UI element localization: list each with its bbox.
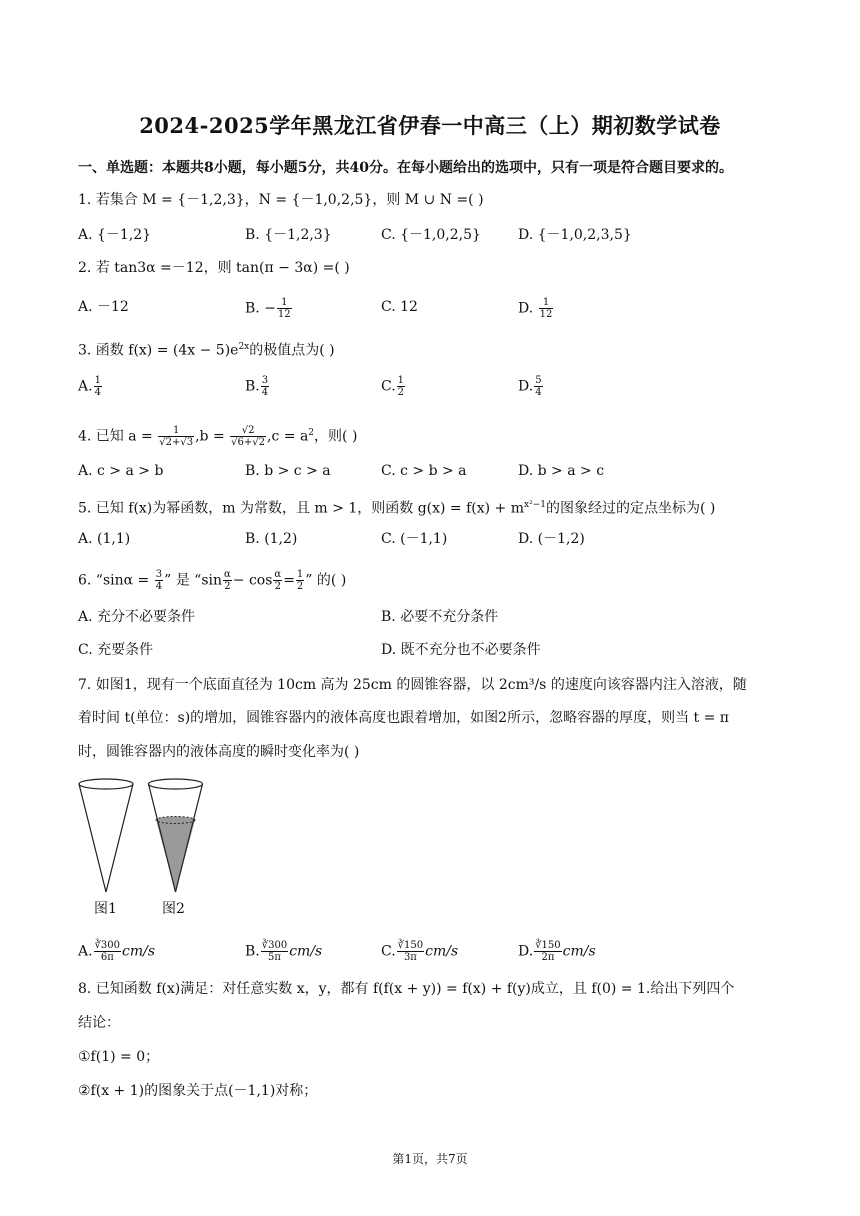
- cone-figures: [78, 778, 218, 917]
- figure-2-label: 图2: [162, 901, 185, 917]
- q7-d-label: D.: [518, 943, 534, 960]
- q4-option-b: B. b > c > a: [245, 463, 331, 479]
- q7-option-c: [381, 940, 458, 963]
- q4-c-exponent: 2: [308, 428, 315, 438]
- q5-option-d: D. (－1,2): [518, 531, 585, 547]
- q5-option-a: A. (1,1): [78, 531, 131, 547]
- q7-b-label: B.: [245, 943, 260, 960]
- q6-half-angle-1: [223, 569, 232, 592]
- q7-a-unit: cm/s: [122, 943, 156, 960]
- q6-option-c: C. 充要条件: [78, 642, 154, 658]
- q7-option-b: [245, 940, 322, 963]
- q4-a-denominator: √2+√3: [159, 437, 194, 449]
- q2-d-numerator: 1: [539, 297, 554, 309]
- q6-sin-fraction: [155, 569, 163, 592]
- q3-b-label: B.: [245, 378, 260, 395]
- question-1-stem: 1. 若集合 M = {－1,2,3}，N = {－1,0,2,5}，则 M ∪ N =( ): [78, 192, 484, 208]
- q6-sin-denominator: 4: [155, 581, 163, 592]
- q3-a-label: A.: [78, 378, 93, 395]
- q3-exponent: 2x: [238, 342, 250, 352]
- q2-option-c: C. 12: [381, 299, 418, 315]
- question-7-line-1: 7. 如图1，现有一个底面直径为 10cm 高为 25cm 的圆锥容器，以 2cm³/s 的速度向该容器内注入溶液，随: [78, 677, 747, 693]
- q3-c-denominator: 2: [397, 387, 405, 398]
- q3-c-numerator: 1: [397, 375, 405, 386]
- q7-d-fraction: [534, 940, 561, 963]
- question-8-line-1: 8. 已知函数 f(x)满足：对任意实数 x，y，都有 f(f(x + y)) = f(x) + f(y)成立，且 f(0) = 1.给出下列四个: [78, 981, 735, 997]
- q6-half-angle-1-num: α: [224, 569, 231, 580]
- q2-d-fraction: [539, 297, 554, 320]
- q1-option-d: D. {－1,0,2,3,5}: [518, 227, 632, 243]
- q1-option-c: C. {－1,0,2,5}: [381, 227, 481, 243]
- q2-b-label: B. −: [245, 300, 276, 317]
- q3-d-denominator: 4: [535, 387, 542, 398]
- q3-c-fraction: [397, 375, 405, 398]
- q3-stem-tail: 的极值点为( ): [249, 342, 335, 359]
- q6-stem-tail: ” 的( ): [305, 572, 347, 589]
- question-3-stem: [78, 337, 335, 361]
- q3-option-d: [518, 375, 544, 398]
- section-heading: 一、单选题：本题共8小题，每小题5分，共40分。在每小题给出的选项中，只有一项是符合题目要求的。: [78, 160, 733, 176]
- q7-d-unit: cm/s: [562, 943, 596, 960]
- q2-option-d: [518, 297, 554, 320]
- q5-stem-text: 5. 已知 f(x)为幂函数，m 为常数，且 m > 1，则函数 g(x) = f(x) + m: [78, 500, 525, 517]
- q7-b-fraction: [261, 940, 288, 963]
- q4-b-denominator: √6+√2: [231, 437, 266, 449]
- page-footer: 第1页，共7页: [392, 1152, 468, 1166]
- q7-c-label: C.: [381, 943, 396, 960]
- q7-a-fraction: [94, 940, 121, 963]
- q3-a-fraction: [94, 375, 102, 398]
- q6-option-a: A. 充分不必要条件: [78, 609, 196, 625]
- q7-b-unit: cm/s: [289, 943, 323, 960]
- q3-option-b: [245, 375, 270, 398]
- q1-option-a: A. {－1,2}: [78, 227, 152, 243]
- q4-stem-tail: ，则( ): [314, 428, 358, 445]
- question-5-stem: [78, 495, 715, 519]
- q7-c-numerator: ∛150: [397, 940, 424, 951]
- q4-a-numerator: 1: [158, 425, 194, 437]
- q3-d-label: D.: [518, 378, 534, 395]
- q4-stem-text: 4. 已知 a =: [78, 428, 153, 445]
- cone-diagram: [78, 778, 218, 898]
- cone-figure-1: [79, 779, 133, 892]
- q4-b-fraction: [230, 425, 266, 448]
- q3-option-a: [78, 375, 103, 398]
- question-7-line-2: 着时间 t(单位：s)的增加，圆锥容器内的液体高度也跟着增加，如图2所示，忽略容器的厚度，则当 t = π: [78, 710, 729, 726]
- q4-b-numerator: √2: [230, 425, 266, 437]
- q7-option-d: [518, 940, 596, 963]
- q2-d-denominator: 12: [539, 309, 553, 320]
- q5-option-b: B. (1,2): [245, 531, 298, 547]
- q6-stem-mid: ” 是 “sin: [164, 572, 223, 589]
- q7-option-a: [78, 940, 155, 963]
- q6-stem-text: 6. “sinα =: [78, 572, 150, 589]
- q4-option-a: A. c > a > b: [78, 463, 164, 479]
- q3-a-denominator: 4: [94, 387, 101, 398]
- q4-option-d: D. b > a > c: [518, 463, 605, 479]
- q3-b-denominator: 4: [261, 387, 269, 398]
- q3-stem-text: 3. 函数 f(x) = (4x − 5)e: [78, 342, 239, 359]
- q7-a-denominator: 6π: [100, 952, 114, 963]
- question-4-stem: [78, 423, 357, 448]
- q6-half-angle-2: [273, 569, 282, 592]
- q4-c-text: ,c = a: [267, 428, 309, 445]
- q3-option-c: [381, 375, 406, 398]
- q3-b-fraction: [261, 375, 269, 398]
- q6-half-numerator: 1: [296, 569, 304, 580]
- q6-half-angle-1-den: 2: [224, 581, 231, 592]
- q6-half-angle-2-num: α: [274, 569, 282, 580]
- question-2-stem: 2. 若 tan3α =－12，则 tan(π − 3α) =( ): [78, 260, 350, 276]
- question-8-conclusion-1: ①f(1) = 0；: [78, 1049, 160, 1065]
- q2-b-numerator: 1: [277, 297, 292, 309]
- question-8-line-2: 结论：: [78, 1015, 120, 1031]
- q6-option-b: B. 必要不充分条件: [381, 609, 499, 625]
- q2-option-b: [245, 297, 293, 320]
- q3-b-numerator: 3: [261, 375, 269, 386]
- q1-option-b: B. {－1,2,3}: [245, 227, 332, 243]
- q4-option-c: C. c > b > a: [381, 463, 467, 479]
- q7-c-unit: cm/s: [425, 943, 459, 960]
- q3-d-fraction: [534, 375, 542, 398]
- question-7-line-3: 时，圆锥容器内的液体高度的瞬时变化率为( ): [78, 744, 360, 760]
- q6-stem-mid3: =: [283, 572, 295, 589]
- q2-b-denominator: 12: [277, 309, 291, 320]
- q7-b-denominator: 5π: [268, 952, 281, 963]
- q6-half-fraction: [296, 569, 304, 592]
- q5-stem-tail: 的图象经过的定点坐标为( ): [545, 500, 716, 517]
- q6-half-denominator: 2: [296, 581, 304, 592]
- q6-sin-numerator: 3: [155, 569, 163, 580]
- q5-exponent: x²−1: [524, 500, 546, 510]
- figure-1-label: 图1: [94, 901, 117, 917]
- q6-stem-mid2: − cos: [232, 572, 273, 589]
- page-title: 2024-2025学年黑龙江省伊春一中高三（上）期初数学试卷: [139, 113, 721, 138]
- q7-d-numerator: ∛150: [535, 940, 561, 951]
- q7-c-denominator: 3π: [403, 952, 417, 963]
- q7-b-numerator: ∛300: [261, 940, 288, 951]
- question-6-stem: [78, 569, 346, 592]
- q2-b-fraction: [277, 297, 292, 320]
- q6-option-d: D. 既不充分也不必要条件: [381, 642, 541, 658]
- q6-half-angle-2-den: 2: [274, 581, 281, 592]
- q2-option-a: A. －12: [78, 299, 129, 315]
- q3-d-numerator: 5: [535, 375, 542, 386]
- cone-figure-2: [149, 779, 203, 892]
- question-8-conclusion-2: ②f(x + 1)的图象关于点(－1,1)对称；: [78, 1083, 318, 1099]
- q7-a-label: A.: [78, 943, 93, 960]
- q4-a-fraction: [158, 425, 194, 448]
- q2-d-label: D.: [518, 300, 534, 317]
- q7-c-fraction: [397, 940, 424, 963]
- q7-a-numerator: ∛300: [94, 940, 121, 951]
- q3-a-numerator: 1: [94, 375, 101, 386]
- q3-c-label: C.: [381, 378, 396, 395]
- q7-d-denominator: 2π: [541, 952, 555, 963]
- q5-option-c: C. (－1,1): [381, 531, 448, 547]
- q4-b-text: ,b =: [195, 428, 225, 445]
